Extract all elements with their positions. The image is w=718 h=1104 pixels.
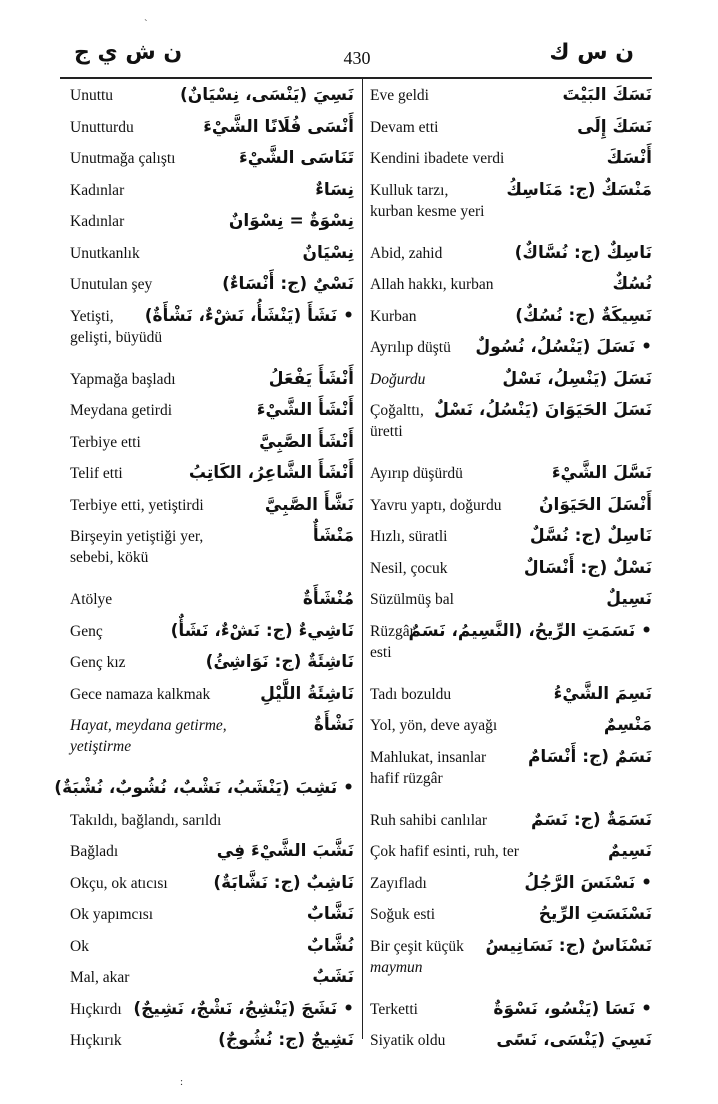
translation-line: Çoğalttı,	[370, 402, 424, 419]
translation-line: Siyatik oldu	[370, 1032, 446, 1049]
dictionary-entry	[70, 427, 354, 459]
entry-translation	[370, 1002, 418, 1018]
dictionary-entry	[370, 269, 652, 301]
translation-line: yetiştirme	[70, 738, 132, 755]
entry-arabic: نَسِيَ (يَنْسَى، نِسْيَانٌ)	[179, 85, 354, 105]
dictionary-entry	[370, 584, 652, 616]
dictionary-entry	[370, 332, 652, 364]
translation-line: Mahlukat, insanlar	[370, 748, 487, 766]
entry-arabic: نَسِيمٌ	[608, 841, 652, 861]
entry-translation	[70, 88, 113, 104]
entry-arabic: نِسَاءٌ	[315, 179, 354, 200]
entry-arabic: نَسَّلَ الشَّيْءَ	[551, 463, 652, 483]
entry-arabic: نَسِيَ (يَنْسَى، نَسًى	[496, 1030, 652, 1050]
translation-line: esti	[370, 643, 392, 661]
translation-line: Yapmağa başladı	[70, 370, 176, 388]
translation-line: Kulluk tarzı,	[370, 181, 449, 199]
dictionary-entry	[70, 364, 354, 396]
entry-translation	[70, 277, 152, 293]
translation-line: Gece namaza kalkmak	[70, 685, 211, 703]
entry-translation	[370, 750, 486, 787]
entry-arabic: أَنْشَأَ الشَّاعِرُ، الكَاتِبُ	[188, 463, 354, 483]
dictionary-entry	[54, 773, 354, 805]
translation-line: Hıçkırdı	[70, 1000, 122, 1018]
entry-arabic: أَنْسَكَ	[606, 148, 652, 168]
dictionary-entry	[70, 868, 354, 900]
entry-arabic: نَسَلَ (يَنْسِلُ، نَسْلٌ	[502, 368, 652, 389]
dictionary-entry	[370, 899, 652, 931]
entry-arabic: نَاشِئَةُ اللَّيْلِ	[260, 683, 354, 704]
dictionary-entry	[70, 647, 354, 679]
dictionary-entry	[70, 238, 354, 270]
dictionary-entry	[370, 238, 652, 270]
entry-translation	[370, 687, 451, 703]
translation-line: gelişti, büyüdü	[70, 328, 163, 346]
entry-arabic: • نَسَمَتِ الرِّيحُ، (النَّسِيمُ، نَسَمٌ	[408, 620, 652, 641]
dictionary-entry	[70, 962, 354, 994]
translation-line: Ayrılıp düştü	[370, 339, 451, 356]
dictionary-entry	[70, 143, 354, 175]
entry-translation	[370, 277, 494, 293]
translation-line: Takıldı, bağlandı, sarıldı	[70, 811, 222, 829]
entry-translation	[70, 403, 172, 419]
entry-translation	[70, 687, 210, 703]
dictionary-entry	[70, 994, 354, 1026]
entry-translation	[370, 151, 504, 167]
dictionary-entry	[370, 112, 652, 144]
translation-line: Okçu, ok atıcısı	[70, 874, 168, 892]
entry-translation	[70, 214, 124, 230]
dictionary-entry	[70, 805, 354, 837]
entry-arabic: نِسْيَانٌ	[302, 242, 354, 263]
dictionary-entry	[70, 679, 354, 711]
dictionary-entry	[70, 616, 354, 648]
dictionary-entry	[70, 836, 354, 868]
entry-arabic: نَاسِلٌ (ج: نُسَّلٌ	[529, 526, 652, 546]
translation-line: Abid, zahid	[370, 244, 443, 262]
entry-translation	[370, 340, 451, 356]
dictionary-entry	[370, 521, 652, 553]
entry-arabic: نَشَبٌ	[312, 967, 354, 987]
dictionary-entry	[370, 679, 652, 711]
dictionary-entry	[370, 80, 652, 112]
translation-line: Hıçkırık	[70, 1032, 122, 1049]
translation-line: Genç kız	[70, 654, 126, 671]
right-column	[370, 80, 652, 1057]
entry-arabic: نَسَلَ الحَيَوَانَ (يَنْسُلُ، نَسْلٌ	[434, 400, 652, 420]
dictionary-entry	[70, 269, 354, 301]
translation-line: Zayıfladı	[370, 874, 427, 892]
speck-mark: ˋ	[144, 18, 148, 30]
entry-arabic: نَسَكَ البَيْتَ	[562, 85, 652, 105]
entry-arabic: • نَشَجَ (يَنْشِجُ، نَشْجٌ، نَشِيجٌ)	[133, 998, 354, 1019]
entry-translation	[70, 907, 153, 923]
translation-line: Yavru yaptı, doğurdu	[370, 496, 502, 514]
entry-arabic: • نَشَأَ (يَنْشَأُ، نَشْءٌ، نَشْأَةٌ)	[144, 305, 354, 326]
translation-line: Genç	[70, 622, 103, 640]
translation-line: Bağladı	[70, 843, 119, 860]
entry-translation	[370, 183, 485, 220]
entry-arabic: نَشَّابٌ	[306, 904, 354, 924]
entry-translation	[70, 246, 140, 262]
entry-translation	[70, 655, 126, 671]
entry-arabic: نَسْنَاسٌ (ج: نَسَانِيسُ	[485, 935, 652, 956]
translation-line: Kadınlar	[70, 213, 125, 230]
entry-arabic: • نَسَلَ (يَنْسُلُ، نُسُولٌ	[475, 337, 652, 357]
dictionary-entry	[70, 112, 354, 144]
translation-line: Ok yapımcısı	[70, 906, 154, 923]
translation-line: Ruh sahibi canlılar	[370, 811, 488, 829]
translation-line: Doğurdu	[370, 370, 426, 388]
entry-translation	[370, 939, 464, 976]
entry-translation	[370, 498, 501, 514]
entry-translation	[370, 466, 463, 482]
entry-arabic: نَسِمَ الشَّيْءُ	[553, 683, 652, 704]
dictionary-entry	[70, 1025, 354, 1057]
translation-line: Mal, akar	[70, 969, 130, 986]
entry-arabic: مَنْسَكٌ (ج: مَنَاسِكُ	[506, 179, 652, 200]
entry-translation	[370, 120, 438, 136]
entry-arabic: • نَسَا (يَنْسُو، نَسْوَةٌ	[493, 998, 652, 1019]
entry-translation	[370, 309, 417, 325]
entry-arabic: مَنْسِمٌ	[603, 715, 652, 735]
translation-line: Unutmağa çalıştı	[70, 150, 176, 167]
entry-arabic: • نَسْنَسَ الرَّجُلُ	[524, 872, 652, 893]
entry-translation	[370, 876, 427, 892]
entry-translation	[70, 151, 175, 167]
translation-line: Eve geldi	[370, 87, 429, 104]
translation-line: Birşeyin yetiştiği yer,	[70, 528, 204, 545]
entry-translation	[70, 592, 112, 608]
dictionary-entry	[70, 931, 354, 963]
dictionary-entry	[370, 143, 652, 175]
dictionary-entry	[370, 868, 652, 900]
dictionary-entry	[370, 553, 652, 585]
translation-line: Unutturdu	[70, 118, 134, 136]
dictionary-entry	[370, 616, 652, 679]
translation-line: kurban kesme yeri	[370, 202, 485, 220]
entry-translation	[70, 1033, 122, 1049]
dictionary-entry	[70, 206, 354, 238]
entry-arabic: أَنْشَأَ الشَّيْءَ	[256, 400, 354, 420]
dictionary-entry	[70, 175, 354, 207]
entry-translation	[70, 844, 118, 860]
entry-translation	[370, 88, 429, 104]
dictionary-entry	[370, 490, 652, 522]
entry-arabic: نَشْأَةٌ	[313, 715, 354, 735]
entry-arabic: تَنَاسَى الشَّيْءَ	[239, 148, 354, 168]
entry-translation	[70, 813, 221, 829]
translation-line: Yol, yön, deve ayağı	[370, 717, 498, 734]
dictionary-entry	[370, 1025, 652, 1057]
entry-arabic: مُنْشَأَةٌ	[302, 589, 354, 609]
translation-line: Ok	[70, 937, 89, 955]
translation-line: üretti	[370, 423, 403, 440]
translation-line: Unuttu	[70, 87, 114, 104]
dictionary-entry	[70, 710, 354, 773]
entry-arabic: نَاشِئَةٌ (ج: نَوَاشِئُ)	[205, 652, 354, 672]
entry-arabic: نَسْنَسَتِ الرِّيحُ	[538, 904, 652, 924]
entry-translation	[70, 939, 89, 955]
dictionary-entry	[70, 899, 354, 931]
header-right-letters: ن س ك	[549, 40, 634, 65]
dictionary-entry	[70, 584, 354, 616]
entry-arabic: مَنْشَأٌ	[312, 526, 354, 546]
translation-line: Rüzgâr	[370, 622, 415, 640]
entry-translation	[70, 718, 227, 755]
entry-translation	[70, 1002, 122, 1018]
dictionary-entry	[70, 521, 354, 584]
entry-translation	[70, 970, 129, 986]
translation-line: Kendini ibadete verdi	[370, 150, 505, 167]
entry-arabic: نَسَكَ إِلَى	[577, 116, 652, 137]
dictionary-entry	[70, 80, 354, 112]
dictionary-entry	[370, 994, 652, 1026]
entry-arabic: نَاسِكٌ (ج: نُسَّاكٌ)	[514, 242, 652, 263]
entry-translation	[70, 466, 123, 482]
translation-line: Ayırıp düşürdü	[370, 465, 463, 482]
speck-mark-bottom: :	[180, 1076, 184, 1088]
translation-line: Terketti	[370, 1000, 418, 1018]
translation-line: Terbiye etti, yetiştirdi	[70, 496, 204, 514]
entry-translation	[70, 183, 124, 199]
left-column	[54, 80, 354, 1057]
entry-arabic: أَنْشَأَ الصَّبِيَّ	[259, 431, 354, 452]
entry-translation	[70, 498, 204, 514]
entry-arabic: نَشَّبَ الشَّيْءَ فِي	[216, 841, 354, 861]
translation-line: Telif etti	[70, 465, 123, 482]
entry-arabic: أَنْسَلَ الحَيَوَانُ	[539, 494, 652, 515]
dictionary-entry	[370, 301, 652, 333]
dictionary-entry	[370, 742, 652, 805]
entry-translation	[370, 246, 442, 262]
dictionary-entry	[370, 175, 652, 238]
entry-arabic: نَسِيكَةٌ (ج: نُسُكٌ)	[515, 305, 652, 326]
entry-arabic: نَسِيلٌ	[606, 589, 652, 609]
dictionary-entry	[370, 836, 652, 868]
entry-arabic: نُسُكٌ	[612, 274, 652, 294]
entry-arabic: أَنْسَى فُلَانًا الشَّيْءَ	[203, 116, 354, 137]
translation-line: Süzülmüş bal	[370, 591, 454, 608]
entry-arabic: نَشَّأَ الصَّبِيَّ	[264, 494, 354, 515]
entry-arabic: نِسْوَةٌ = نِسْوَانٌ	[228, 211, 354, 231]
entry-translation	[370, 403, 424, 440]
translation-line: Allah hakkı, kurban	[370, 276, 494, 293]
dictionary-entry	[70, 458, 354, 490]
entry-translation	[70, 876, 168, 892]
entry-translation	[370, 592, 454, 608]
entry-translation	[370, 529, 448, 545]
entry-translation	[370, 561, 447, 577]
dictionary-entry	[70, 395, 354, 427]
page-number: 430	[343, 48, 371, 68]
translation-line: Çok hafif esinti, ruh, ter	[370, 843, 519, 860]
translation-line: Meydana getirdi	[70, 402, 173, 419]
translation-line: Atölye	[70, 591, 113, 608]
entry-translation	[370, 1033, 445, 1049]
header-left-letters: ن ش ي ج	[74, 40, 183, 65]
translation-line: Unutkanlık	[70, 244, 140, 262]
dictionary-entry	[370, 805, 652, 837]
translation-line: Tadı bozuldu	[370, 685, 452, 703]
entry-translation	[70, 529, 203, 566]
entry-arabic: نُشَّابٌ	[306, 935, 354, 956]
translation-line: maymun	[370, 958, 423, 976]
translation-line: Terbiye etti	[70, 433, 141, 451]
entry-arabic: نَسَمَةٌ (ج: نَسَمٌ	[530, 809, 652, 830]
entry-translation	[370, 813, 487, 829]
translation-line: Kadınlar	[70, 181, 125, 199]
column-divider	[362, 77, 363, 1039]
entry-arabic: أَنْشَأَ يَفْعَلُ	[268, 368, 354, 389]
entry-translation	[70, 372, 176, 388]
translation-line: hafif rüzgâr	[370, 769, 443, 787]
entry-translation	[70, 435, 141, 451]
entry-arabic: نَسْلٌ (ج: أَنْسَالٌ	[523, 557, 652, 578]
translation-line: Unutulan şey	[70, 276, 153, 293]
entry-translation	[70, 120, 134, 136]
entry-translation	[370, 718, 497, 734]
translation-line: Kurban	[370, 307, 417, 325]
entry-translation	[370, 907, 435, 923]
translation-line: Hayat, meydana getirme,	[70, 717, 227, 734]
dictionary-entry	[370, 710, 652, 742]
dictionary-entry	[370, 395, 652, 458]
translation-line: Soğuk esti	[370, 906, 436, 923]
dictionary-entry	[370, 931, 652, 994]
translation-line: Bir çeşit küçük	[370, 937, 464, 955]
header-rule	[60, 77, 652, 79]
translation-line: Hızlı, süratli	[370, 528, 448, 545]
dictionary-entry	[370, 458, 652, 490]
translation-line: Yetişti,	[70, 307, 114, 325]
dictionary-entry	[370, 364, 652, 396]
entry-translation	[370, 372, 425, 388]
entry-arabic: نَشِيجٌ (ج: نُشُوجٌ)	[218, 1030, 354, 1050]
entry-arabic: نَاشِيءٌ (ج: نَشْءٌ، نَشَأٌ)	[170, 620, 354, 641]
entry-arabic: نَاشِبٌ (ج: نَشَّابَةٌ)	[213, 872, 354, 893]
dictionary-entry	[70, 490, 354, 522]
dictionary-entry	[70, 301, 354, 364]
translation-line: Nesil, çocuk	[370, 559, 448, 577]
translation-line: Devam etti	[370, 118, 439, 136]
entry-arabic: • نَشِبَ (يَنْشَبُ، نَشْبٌ، نُشُوبٌ، نُشْبَةٌ)	[54, 778, 354, 798]
entry-translation	[370, 844, 519, 860]
entry-translation	[70, 624, 103, 640]
entry-arabic: نَسَمٌ (ج: أَنْسَامٌ	[527, 746, 652, 767]
entry-arabic: نَسْيٌ (ج: أَنْسَاءٌ)	[222, 274, 354, 294]
translation-line: sebebi, kökü	[70, 549, 149, 566]
